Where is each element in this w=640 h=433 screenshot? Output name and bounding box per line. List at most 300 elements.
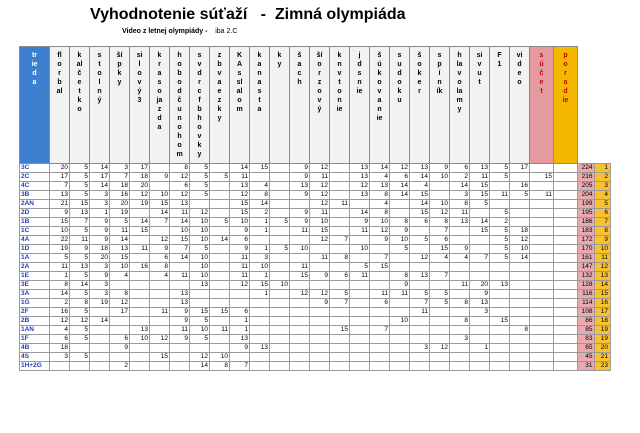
- score-cell: [250, 299, 270, 308]
- rank-cell: 3: [594, 182, 611, 191]
- class-cell: 1A: [20, 254, 50, 263]
- score-cell: [350, 344, 370, 353]
- score-cell: [530, 344, 554, 353]
- score-cell: 2: [450, 173, 470, 182]
- score-cell: 1: [250, 227, 270, 236]
- score-cell: [410, 326, 430, 335]
- score-cell: 2: [110, 362, 130, 371]
- score-cell: 15: [410, 209, 430, 218]
- score-cell: [270, 308, 290, 317]
- score-cell: 6: [230, 236, 250, 245]
- score-cell: [330, 218, 350, 227]
- rank-cell: 6: [594, 209, 611, 218]
- score-cell: 4: [450, 254, 470, 263]
- header-krasojazda: [150, 47, 170, 164]
- score-cell: [290, 326, 310, 335]
- score-cell: 5: [410, 290, 430, 299]
- score-cell: 12: [430, 344, 450, 353]
- sum-cell: 205: [578, 182, 595, 191]
- score-cell: 15: [310, 227, 330, 236]
- score-cell: 5: [330, 290, 350, 299]
- score-cell: 15: [50, 218, 70, 227]
- header-svdrcfbhovky: [190, 47, 210, 164]
- score-cell: [90, 308, 110, 317]
- score-cell: [510, 308, 530, 317]
- score-cell: [470, 236, 490, 245]
- rank-cell: 14: [594, 281, 611, 290]
- score-cell: 5: [70, 164, 90, 173]
- table-row: [20, 344, 611, 353]
- score-cell: [510, 353, 530, 362]
- score-cell: [130, 281, 150, 290]
- score-cell: [430, 263, 450, 272]
- class-cell: 2A: [20, 263, 50, 272]
- score-cell: 10: [50, 227, 70, 236]
- score-cell: 12: [230, 281, 250, 290]
- score-cell: 13: [490, 281, 510, 290]
- score-cell: [410, 353, 430, 362]
- score-cell: [330, 227, 350, 236]
- score-cell: 9: [230, 344, 250, 353]
- score-cell: 5: [510, 191, 530, 200]
- score-cell: 5: [190, 317, 210, 326]
- score-cell: 11: [390, 290, 410, 299]
- score-cell: 8: [330, 254, 350, 263]
- score-cell: 10: [430, 200, 450, 209]
- score-cell: 15: [130, 227, 150, 236]
- score-cell: [330, 263, 350, 272]
- table-row: [20, 200, 611, 209]
- score-cell: [330, 245, 350, 254]
- score-cell: [470, 326, 490, 335]
- score-cell: 14: [90, 317, 110, 326]
- score-cell: [430, 182, 450, 191]
- score-cell: 14: [410, 200, 430, 209]
- score-cell: [410, 281, 430, 290]
- score-cell: 19: [50, 245, 70, 254]
- class-cell: 3B: [20, 191, 50, 200]
- sum-cell: 45: [578, 353, 595, 362]
- score-cell: [554, 200, 578, 209]
- score-cell: 8: [390, 272, 410, 281]
- score-cell: 5: [70, 227, 90, 236]
- score-cell: 11: [330, 200, 350, 209]
- score-cell: [390, 299, 410, 308]
- header-kanasta: [250, 47, 270, 164]
- score-cell: 22: [50, 236, 70, 245]
- score-cell: 9: [230, 245, 250, 254]
- score-cell: 8: [370, 209, 390, 218]
- score-cell: 9: [470, 290, 490, 299]
- score-cell: [410, 317, 430, 326]
- rank-cell: 4: [594, 191, 611, 200]
- score-cell: 13: [70, 263, 90, 272]
- sum-cell: 128: [578, 281, 595, 290]
- score-cell: [330, 317, 350, 326]
- score-cell: [350, 236, 370, 245]
- score-cell: [130, 209, 150, 218]
- score-cell: 13: [410, 272, 430, 281]
- score-cell: [350, 362, 370, 371]
- score-cell: 5: [190, 164, 210, 173]
- score-cell: [554, 227, 578, 236]
- score-cell: 10: [190, 326, 210, 335]
- score-cell: 14: [370, 164, 390, 173]
- score-cell: 12: [430, 209, 450, 218]
- score-cell: 14: [70, 281, 90, 290]
- score-cell: [330, 281, 350, 290]
- score-cell: [450, 353, 470, 362]
- score-cell: 9: [70, 245, 90, 254]
- score-cell: 3: [90, 290, 110, 299]
- score-cell: [150, 164, 170, 173]
- rank-cell: 10: [594, 245, 611, 254]
- score-cell: [330, 173, 350, 182]
- score-cell: [490, 344, 510, 353]
- score-cell: 10: [250, 263, 270, 272]
- score-cell: [430, 317, 450, 326]
- score-cell: 10: [130, 335, 150, 344]
- sum-cell: 108: [578, 308, 595, 317]
- score-cell: 12: [190, 353, 210, 362]
- score-cell: 5: [490, 254, 510, 263]
- score-cell: [150, 290, 170, 299]
- header-label: kalčetko: [76, 52, 83, 113]
- score-cell: 3: [110, 164, 130, 173]
- score-cell: 21: [50, 200, 70, 209]
- score-cell: [410, 245, 430, 254]
- score-cell: [390, 254, 410, 263]
- score-cell: 12: [390, 164, 410, 173]
- score-cell: [250, 308, 270, 317]
- score-cell: 13: [350, 191, 370, 200]
- score-cell: [330, 335, 350, 344]
- score-cell: [250, 326, 270, 335]
- header-sum: [530, 47, 554, 164]
- score-cell: 18: [90, 245, 110, 254]
- score-cell: [490, 353, 510, 362]
- sum-cell: 216: [578, 173, 595, 182]
- score-cell: 10: [270, 281, 290, 290]
- score-cell: 13: [450, 218, 470, 227]
- score-cell: [290, 317, 310, 326]
- score-cell: [190, 344, 210, 353]
- score-cell: 5: [490, 236, 510, 245]
- table-row: [20, 254, 611, 263]
- rank-cell: 5: [594, 200, 611, 209]
- score-cell: 14: [390, 191, 410, 200]
- score-cell: [230, 353, 250, 362]
- score-cell: [250, 173, 270, 182]
- score-cell: 10: [390, 236, 410, 245]
- sum-cell: 132: [578, 272, 595, 281]
- score-cell: [450, 308, 470, 317]
- score-cell: [470, 317, 490, 326]
- score-cell: [210, 227, 230, 236]
- score-cell: 7: [370, 254, 390, 263]
- sum-cell: 114: [578, 299, 595, 308]
- score-cell: [270, 173, 290, 182]
- score-cell: [350, 281, 370, 290]
- score-cell: [410, 362, 430, 371]
- score-cell: 15: [370, 263, 390, 272]
- score-cell: [70, 362, 90, 371]
- header-kalcetko: [70, 47, 90, 164]
- sum-cell: 161: [578, 254, 595, 263]
- score-cell: 12: [170, 173, 190, 182]
- score-cell: 11: [210, 326, 230, 335]
- score-cell: [130, 290, 150, 299]
- score-cell: [430, 326, 450, 335]
- score-cell: 13: [230, 335, 250, 344]
- score-cell: [554, 308, 578, 317]
- score-cell: [270, 236, 290, 245]
- score-cell: 9: [50, 209, 70, 218]
- score-cell: 13: [170, 299, 190, 308]
- score-cell: 10: [350, 245, 370, 254]
- table-row: [20, 308, 611, 317]
- score-cell: 9: [90, 272, 110, 281]
- header-florbal: [50, 47, 70, 164]
- rank-cell: 2: [594, 173, 611, 182]
- score-cell: [110, 353, 130, 362]
- score-cell: 15: [470, 182, 490, 191]
- score-cell: [250, 236, 270, 245]
- score-cell: 2: [490, 218, 510, 227]
- score-cell: [130, 308, 150, 317]
- score-cell: 16: [50, 308, 70, 317]
- rank-cell: 21: [594, 353, 611, 362]
- score-cell: 1: [250, 290, 270, 299]
- score-cell: 13: [350, 164, 370, 173]
- score-cell: [270, 335, 290, 344]
- score-cell: [350, 317, 370, 326]
- header-label: video: [516, 52, 523, 86]
- score-cell: 5: [490, 227, 510, 236]
- score-cell: [210, 272, 230, 281]
- score-cell: 8: [510, 326, 530, 335]
- score-cell: [90, 344, 110, 353]
- score-cell: 3: [450, 335, 470, 344]
- score-cell: [470, 335, 490, 344]
- class-cell: 4B: [20, 344, 50, 353]
- score-cell: [510, 173, 530, 182]
- score-cell: 8: [210, 362, 230, 371]
- score-cell: [430, 362, 450, 371]
- score-cell: 12: [50, 317, 70, 326]
- score-cell: 14: [510, 254, 530, 263]
- score-cell: 10: [110, 263, 130, 272]
- score-cell: [554, 299, 578, 308]
- score-cell: 11: [110, 227, 130, 236]
- score-cell: 9: [90, 236, 110, 245]
- score-cell: 14: [410, 173, 430, 182]
- header-label: jdsnie: [356, 52, 363, 95]
- score-cell: 7: [410, 299, 430, 308]
- header-label: šach: [297, 52, 302, 86]
- score-cell: 5: [190, 182, 210, 191]
- score-cell: 20: [470, 281, 490, 290]
- class-cell: 2B: [20, 317, 50, 326]
- score-cell: [370, 245, 390, 254]
- sum-cell: 204: [578, 191, 595, 200]
- score-cell: 10: [230, 218, 250, 227]
- score-cell: 19: [130, 200, 150, 209]
- score-cell: 1: [250, 272, 270, 281]
- score-cell: 8: [450, 200, 470, 209]
- score-cell: [530, 308, 554, 317]
- table-row: [20, 182, 611, 191]
- score-cell: [390, 335, 410, 344]
- sum-cell: 199: [578, 200, 595, 209]
- score-cell: 5: [490, 164, 510, 173]
- score-cell: 20: [110, 200, 130, 209]
- score-cell: 18: [130, 173, 150, 182]
- score-cell: [554, 173, 578, 182]
- table-row: [20, 191, 611, 200]
- score-cell: 15: [150, 200, 170, 209]
- sum-cell: 85: [578, 326, 595, 335]
- score-cell: [370, 317, 390, 326]
- score-cell: 13: [190, 281, 210, 290]
- score-cell: 6: [150, 254, 170, 263]
- score-cell: [150, 326, 170, 335]
- score-cell: 16: [510, 182, 530, 191]
- score-cell: 8: [450, 299, 470, 308]
- score-cell: [350, 200, 370, 209]
- score-cell: [50, 362, 70, 371]
- score-cell: 8: [390, 218, 410, 227]
- score-cell: 13: [250, 344, 270, 353]
- score-cell: [290, 362, 310, 371]
- score-cell: [230, 290, 250, 299]
- score-cell: 11: [490, 191, 510, 200]
- score-cell: 6: [230, 308, 250, 317]
- score-cell: 3: [410, 344, 430, 353]
- rank-cell: 23: [594, 362, 611, 371]
- score-cell: 14: [130, 218, 150, 227]
- score-cell: 9: [90, 218, 110, 227]
- score-cell: 12: [310, 200, 330, 209]
- score-cell: 9: [290, 191, 310, 200]
- score-cell: 12: [290, 290, 310, 299]
- score-cell: [530, 281, 554, 290]
- score-cell: 12: [370, 227, 390, 236]
- score-cell: 8: [250, 191, 270, 200]
- score-cell: [330, 344, 350, 353]
- score-cell: [554, 272, 578, 281]
- score-cell: 1: [50, 272, 70, 281]
- score-cell: [90, 362, 110, 371]
- score-cell: 6: [170, 182, 190, 191]
- table-row: [20, 245, 611, 254]
- score-cell: 1: [250, 245, 270, 254]
- score-cell: 3: [90, 191, 110, 200]
- score-cell: 10: [370, 218, 390, 227]
- score-cell: [290, 353, 310, 362]
- score-cell: 5: [210, 218, 230, 227]
- score-cell: [170, 263, 190, 272]
- score-cell: [554, 335, 578, 344]
- score-cell: 1: [230, 326, 250, 335]
- score-cell: [554, 281, 578, 290]
- score-cell: 14: [170, 218, 190, 227]
- score-cell: 18: [110, 182, 130, 191]
- sum-cell: 116: [578, 290, 595, 299]
- score-cell: 2: [250, 209, 270, 218]
- score-cell: 7: [70, 218, 90, 227]
- score-cell: [530, 164, 554, 173]
- score-cell: [370, 335, 390, 344]
- class-cell: 3C: [20, 164, 50, 173]
- score-cell: 7: [110, 173, 130, 182]
- score-cell: 20: [90, 254, 110, 263]
- score-cell: 5: [210, 173, 230, 182]
- score-cell: 12: [310, 164, 330, 173]
- score-cell: [330, 182, 350, 191]
- score-cell: 9: [150, 173, 170, 182]
- score-cell: [450, 272, 470, 281]
- score-cell: [490, 362, 510, 371]
- score-cell: [370, 362, 390, 371]
- score-cell: [410, 335, 430, 344]
- sum-cell: 224: [578, 164, 595, 173]
- header-label: trieda: [31, 52, 38, 86]
- score-cell: 6: [430, 236, 450, 245]
- score-cell: 13: [350, 173, 370, 182]
- score-cell: [390, 344, 410, 353]
- score-cell: 9: [170, 335, 190, 344]
- header-halvolamy: [450, 47, 470, 164]
- score-cell: 12: [190, 209, 210, 218]
- score-cell: [250, 353, 270, 362]
- table-row: [20, 263, 611, 272]
- rank-cell: 13: [594, 272, 611, 281]
- score-cell: 11: [470, 173, 490, 182]
- score-cell: 12: [230, 191, 250, 200]
- score-cell: [470, 272, 490, 281]
- score-cell: 12: [70, 317, 90, 326]
- score-cell: 6: [110, 335, 130, 344]
- score-cell: [190, 299, 210, 308]
- header-label: šúkovanie: [376, 52, 383, 122]
- score-cell: 5: [70, 308, 90, 317]
- score-cell: [350, 254, 370, 263]
- class-cell: 1C: [20, 227, 50, 236]
- score-cell: [530, 317, 554, 326]
- table-row: [20, 281, 611, 290]
- score-cell: [554, 263, 578, 272]
- score-cell: 16: [130, 263, 150, 272]
- class-cell: 1H+2G: [20, 362, 50, 371]
- score-cell: [490, 335, 510, 344]
- score-cell: 10: [430, 173, 450, 182]
- score-cell: [530, 272, 554, 281]
- score-cell: 11: [410, 308, 430, 317]
- score-cell: 17: [510, 164, 530, 173]
- score-cell: [130, 272, 150, 281]
- score-cell: [490, 272, 510, 281]
- score-cell: 17: [130, 164, 150, 173]
- score-cell: 3: [90, 263, 110, 272]
- score-cell: [170, 353, 190, 362]
- class-cell: 3A: [20, 290, 50, 299]
- score-cell: [390, 209, 410, 218]
- score-cell: 9: [450, 245, 470, 254]
- score-cell: 4: [430, 254, 450, 263]
- score-cell: [210, 335, 230, 344]
- header-kaslalom: [230, 47, 250, 164]
